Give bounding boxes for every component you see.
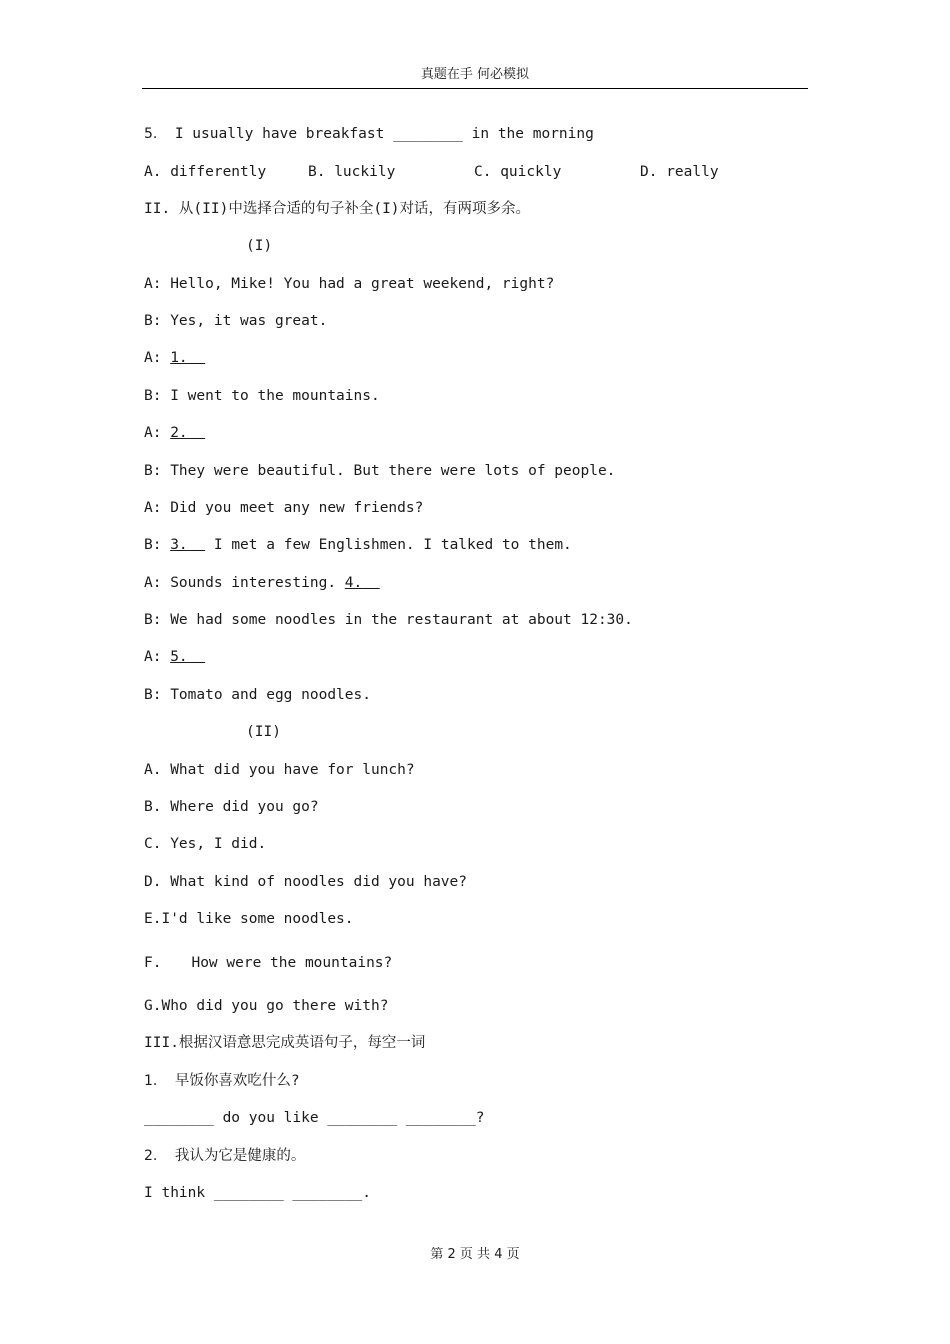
question-text: I usually have breakfast ________ in the morning (174, 126, 594, 142)
dialog-line: A: Did you meet any new friends? (144, 500, 424, 516)
s3-answer-1: ________ do you like ________ ________? (144, 1110, 485, 1126)
answer-blank-1: 1. (170, 350, 188, 366)
question-number: 5. (144, 126, 158, 142)
question-number: 2. (144, 1148, 158, 1164)
question-5 (144, 124, 594, 144)
dialog-line (144, 348, 205, 368)
dialog-line (144, 573, 380, 593)
dialog-line: B: They were beautiful. But there were lots of people. (144, 463, 616, 479)
page-footer (0, 1243, 950, 1262)
answer-blank-5: 5. (170, 649, 188, 665)
part-2-label: (II) (246, 724, 281, 740)
option-c: C. quickly (474, 164, 562, 180)
speaker: A: (144, 350, 171, 366)
question-number: 1. (144, 1073, 158, 1089)
dialog-line (144, 647, 205, 667)
s3-question-2 (144, 1146, 305, 1166)
choice-f (144, 953, 392, 973)
dialog-line: B: We had some noodles in the restaurant at about 12:30. (144, 612, 633, 628)
question-cn: 我认为它是健康的。 (174, 1148, 306, 1164)
option-b: B. luckily (308, 164, 396, 180)
choice-b: B. Where did you go? (144, 799, 319, 815)
option-d: D. really (640, 164, 719, 180)
answer-blank-2: 2. (170, 425, 188, 441)
dialog-line (144, 423, 205, 443)
choice-e: E.I'd like some noodles. (144, 911, 354, 927)
speaker: A: (144, 425, 171, 441)
choice-g: G.Who did you go there with? (144, 998, 389, 1014)
s3-answer-2: I think ________ ________. (144, 1185, 371, 1201)
speaker: B: (144, 537, 171, 553)
answer-blank-3: 3. (170, 537, 188, 553)
choice-c: C. Yes, I did. (144, 836, 267, 852)
answer-blank-4: 4. (344, 575, 363, 591)
dialog-line: B: Tomato and egg noodles. (144, 687, 371, 703)
dialog-text: I met a few Englishmen. I talked to them. (205, 537, 572, 553)
page-number: 第 2 页 共 4 页 (430, 1247, 520, 1262)
header-title: 真题在手 何必模拟 (420, 67, 530, 82)
dialog-line: B: Yes, it was great. (144, 313, 328, 329)
s3-question-1 (144, 1071, 300, 1091)
section-3-title: III.根据汉语意思完成英语句子，每空一词 (144, 1035, 426, 1051)
choice-f-text: How were the mountains? (191, 955, 393, 971)
dialog-text: A: Sounds interesting. (144, 575, 345, 591)
section-2-title: II. 从(II)中选择合适的句子补全(I)对话，有两项多余。 (144, 201, 531, 217)
part-1-label: (I) (246, 238, 273, 254)
question-cn: 早饭你喜欢吃什么? (174, 1073, 300, 1089)
choice-f-label: F. (144, 955, 162, 971)
choice-d: D. What kind of noodles did you have? (144, 874, 468, 890)
page-header (142, 64, 808, 89)
choice-a: A. What did you have for lunch? (144, 762, 415, 778)
dialog-line: A: Hello, Mike! You had a great weekend, right? (144, 276, 555, 292)
speaker: A: (144, 649, 171, 665)
dialog-line (144, 535, 572, 555)
dialog-line: B: I went to the mountains. (144, 388, 380, 404)
option-a: A. differently (144, 164, 267, 180)
